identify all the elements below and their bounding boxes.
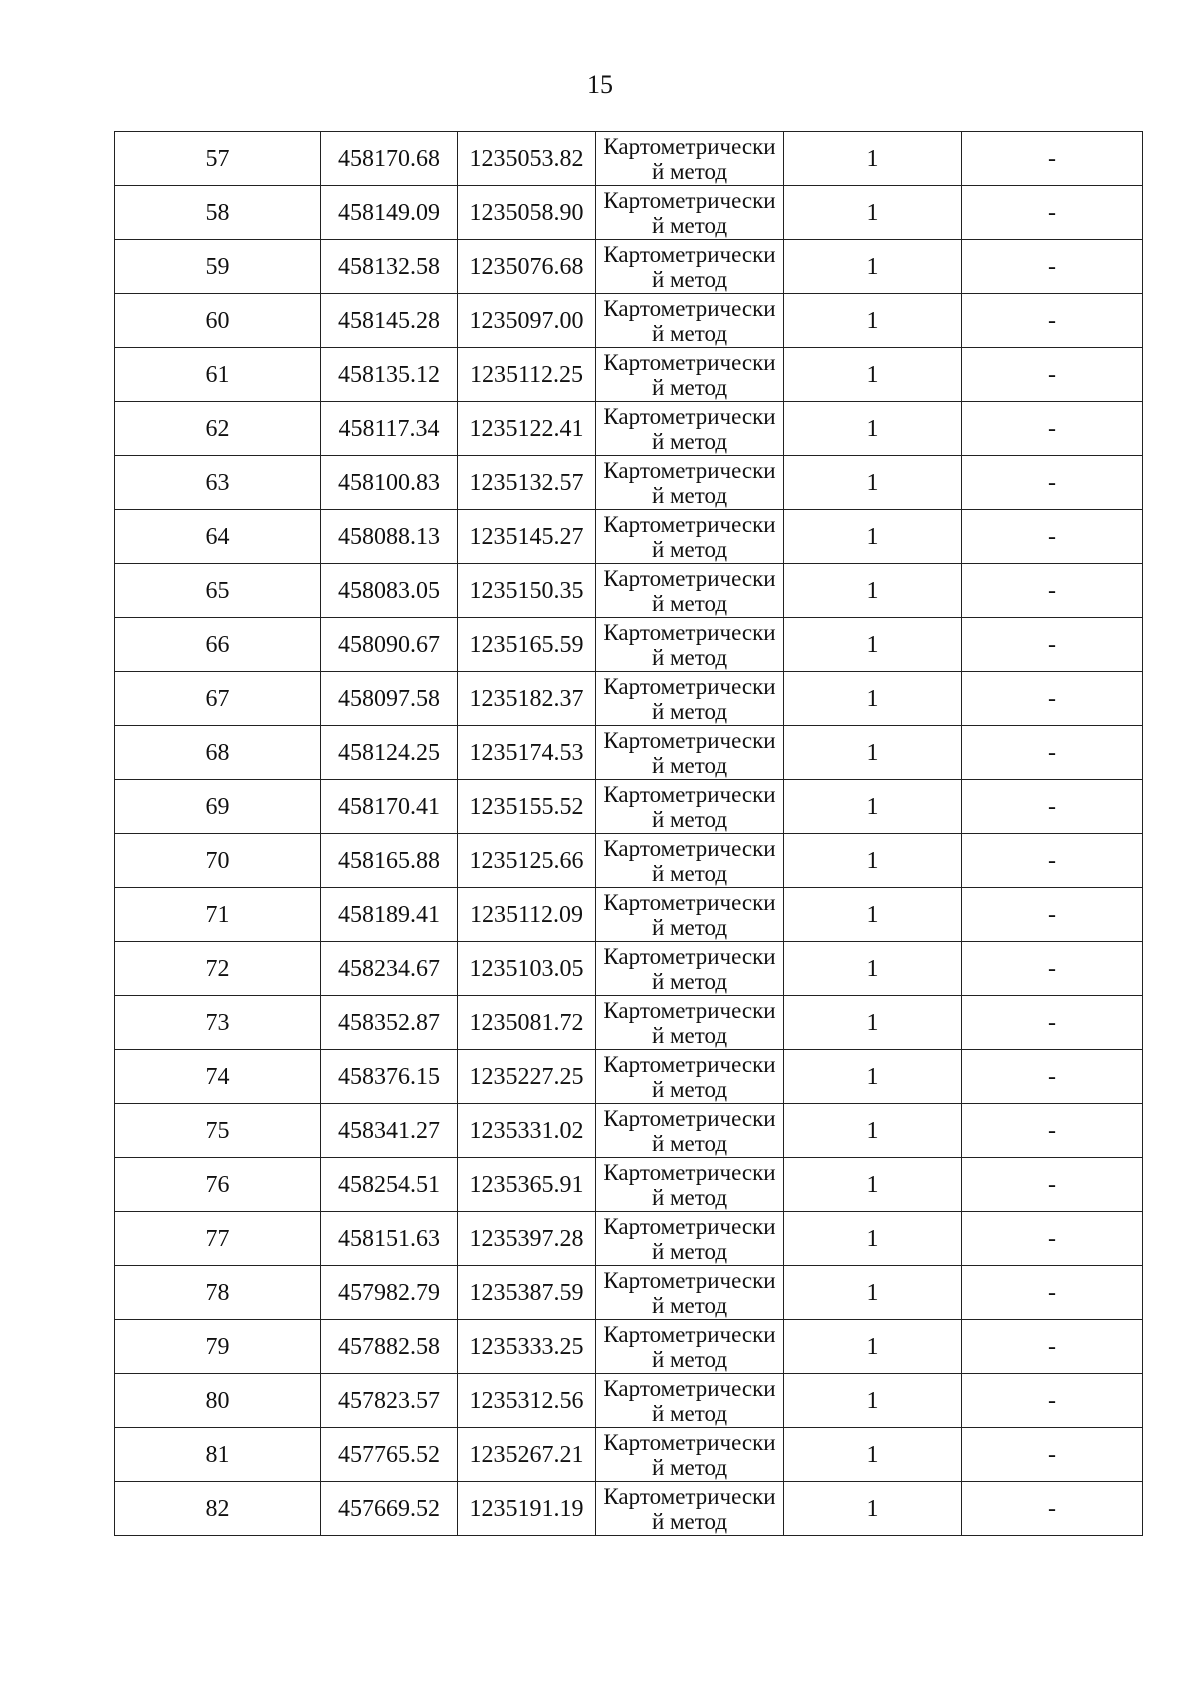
method-text-line2: й метод [651, 752, 728, 778]
coordinates-table [114, 131, 1143, 1536]
x-coordinate-cell: 457765.52 [321, 1428, 458, 1482]
method-cell [596, 726, 784, 780]
note-cell: - [962, 1212, 1143, 1266]
method-cell [596, 294, 784, 348]
accuracy-cell: 1 [784, 240, 962, 294]
x-coordinate-cell: 458151.63 [321, 1212, 458, 1266]
accuracy-cell: 1 [784, 456, 962, 510]
accuracy-cell: 1 [784, 888, 962, 942]
method-cell [596, 780, 784, 834]
note-cell: - [962, 564, 1143, 618]
method-text-line1: Картометрически [603, 349, 776, 375]
point-number-cell: 66 [115, 618, 321, 672]
y-coordinate-cell: 1235312.56 [458, 1374, 596, 1428]
y-coordinate-cell: 1235145.27 [458, 510, 596, 564]
point-number-cell: 60 [115, 294, 321, 348]
x-coordinate-cell: 458189.41 [321, 888, 458, 942]
point-number-cell: 72 [115, 942, 321, 996]
accuracy-cell: 1 [784, 1482, 962, 1536]
method-text-line1: Картометрически [603, 943, 776, 969]
note-cell: - [962, 1050, 1143, 1104]
accuracy-cell: 1 [784, 618, 962, 672]
method-cell [596, 510, 784, 564]
method-cell [596, 1482, 784, 1536]
note-cell: - [962, 1320, 1143, 1374]
x-coordinate-cell: 458097.58 [321, 672, 458, 726]
note-cell: - [962, 942, 1143, 996]
table-row [115, 618, 1143, 672]
method-text-line1: Картометрически [603, 781, 776, 807]
note-cell: - [962, 834, 1143, 888]
y-coordinate-cell: 1235191.19 [458, 1482, 596, 1536]
x-coordinate-cell: 458170.68 [321, 132, 458, 186]
accuracy-cell: 1 [784, 1158, 962, 1212]
y-coordinate-cell: 1235097.00 [458, 294, 596, 348]
page-number: 15 [587, 70, 613, 99]
x-coordinate-cell: 458145.28 [321, 294, 458, 348]
note-cell: - [962, 510, 1143, 564]
note-cell: - [962, 1158, 1143, 1212]
point-number-cell: 63 [115, 456, 321, 510]
note-cell: - [962, 726, 1143, 780]
table-row [115, 402, 1143, 456]
method-cell [596, 402, 784, 456]
note-cell: - [962, 132, 1143, 186]
accuracy-cell: 1 [784, 348, 962, 402]
method-text-line1: Картометрически [603, 1105, 776, 1131]
table-row [115, 996, 1143, 1050]
method-text-line2: й метод [651, 320, 728, 346]
table-row [115, 1320, 1143, 1374]
table-row [115, 1482, 1143, 1536]
method-text-line2: й метод [651, 968, 728, 994]
point-number-cell: 76 [115, 1158, 321, 1212]
accuracy-cell: 1 [784, 1320, 962, 1374]
method-text-line1: Картометрически [603, 241, 776, 267]
point-number-cell: 67 [115, 672, 321, 726]
y-coordinate-cell: 1235387.59 [458, 1266, 596, 1320]
note-cell: - [962, 888, 1143, 942]
point-number-cell: 70 [115, 834, 321, 888]
method-text-line2: й метод [651, 482, 728, 508]
y-coordinate-cell: 1235081.72 [458, 996, 596, 1050]
x-coordinate-cell: 457982.79 [321, 1266, 458, 1320]
y-coordinate-cell: 1235132.57 [458, 456, 596, 510]
y-coordinate-cell: 1235155.52 [458, 780, 596, 834]
method-text-line1: Картометрически [603, 295, 776, 321]
table-row [115, 1104, 1143, 1158]
method-text-line2: й метод [651, 536, 728, 562]
x-coordinate-cell: 458083.05 [321, 564, 458, 618]
accuracy-cell: 1 [784, 1104, 962, 1158]
table-row [115, 780, 1143, 834]
accuracy-cell: 1 [784, 294, 962, 348]
accuracy-cell: 1 [784, 1428, 962, 1482]
method-text-line1: Картометрически [603, 403, 776, 429]
method-text-line1: Картометрически [603, 187, 776, 213]
x-coordinate-cell: 458234.67 [321, 942, 458, 996]
point-number-cell: 65 [115, 564, 321, 618]
note-cell: - [962, 402, 1143, 456]
method-cell [596, 1374, 784, 1428]
x-coordinate-cell: 457823.57 [321, 1374, 458, 1428]
method-text-line1: Картометрически [603, 565, 776, 591]
point-number-cell: 82 [115, 1482, 321, 1536]
method-text-line1: Картометрически [603, 889, 776, 915]
method-cell [596, 888, 784, 942]
accuracy-cell: 1 [784, 996, 962, 1050]
note-cell: - [962, 618, 1143, 672]
y-coordinate-cell: 1235331.02 [458, 1104, 596, 1158]
table-row [115, 186, 1143, 240]
note-cell: - [962, 294, 1143, 348]
point-number-cell: 57 [115, 132, 321, 186]
accuracy-cell: 1 [784, 1374, 962, 1428]
accuracy-cell: 1 [784, 402, 962, 456]
point-number-cell: 75 [115, 1104, 321, 1158]
x-coordinate-cell: 457669.52 [321, 1482, 458, 1536]
point-number-cell: 81 [115, 1428, 321, 1482]
table-row [115, 456, 1143, 510]
method-cell [596, 132, 784, 186]
accuracy-cell: 1 [784, 564, 962, 618]
accuracy-cell: 1 [784, 186, 962, 240]
accuracy-cell: 1 [784, 1266, 962, 1320]
method-cell [596, 834, 784, 888]
x-coordinate-cell: 457882.58 [321, 1320, 458, 1374]
table-row [115, 132, 1143, 186]
method-text-line1: Картометрически [603, 1213, 776, 1239]
point-number-cell: 77 [115, 1212, 321, 1266]
point-number-cell: 79 [115, 1320, 321, 1374]
table-row [115, 942, 1143, 996]
method-text-line1: Картометрически [603, 1375, 776, 1401]
y-coordinate-cell: 1235053.82 [458, 132, 596, 186]
table-row [115, 1212, 1143, 1266]
x-coordinate-cell: 458100.83 [321, 456, 458, 510]
y-coordinate-cell: 1235397.28 [458, 1212, 596, 1266]
method-text-line2: й метод [651, 212, 728, 238]
method-cell [596, 942, 784, 996]
x-coordinate-cell: 458170.41 [321, 780, 458, 834]
point-number-cell: 58 [115, 186, 321, 240]
x-coordinate-cell: 458165.88 [321, 834, 458, 888]
method-text-line1: Картометрически [603, 727, 776, 753]
y-coordinate-cell: 1235058.90 [458, 186, 596, 240]
x-coordinate-cell: 458254.51 [321, 1158, 458, 1212]
method-text-line2: й метод [651, 1238, 728, 1264]
point-number-cell: 71 [115, 888, 321, 942]
x-coordinate-cell: 458124.25 [321, 726, 458, 780]
x-coordinate-cell: 458341.27 [321, 1104, 458, 1158]
method-text-line1: Картометрически [603, 1159, 776, 1185]
y-coordinate-cell: 1235103.05 [458, 942, 596, 996]
point-number-cell: 69 [115, 780, 321, 834]
y-coordinate-cell: 1235150.35 [458, 564, 596, 618]
y-coordinate-cell: 1235365.91 [458, 1158, 596, 1212]
coordinates-table-body [115, 132, 1143, 1536]
method-text-line2: й метод [651, 374, 728, 400]
method-text-line2: й метод [651, 1346, 728, 1372]
method-text-line1: Картометрически [603, 511, 776, 537]
method-text-line2: й метод [651, 644, 728, 670]
method-text-line2: й метод [651, 158, 728, 184]
note-cell: - [962, 1104, 1143, 1158]
y-coordinate-cell: 1235112.25 [458, 348, 596, 402]
note-cell: - [962, 996, 1143, 1050]
table-row [115, 1050, 1143, 1104]
accuracy-cell: 1 [784, 834, 962, 888]
y-coordinate-cell: 1235165.59 [458, 618, 596, 672]
method-text-line2: й метод [651, 1454, 728, 1480]
table-row [115, 1158, 1143, 1212]
method-text-line2: й метод [651, 698, 728, 724]
note-cell: - [962, 672, 1143, 726]
method-text-line1: Картометрически [603, 619, 776, 645]
y-coordinate-cell: 1235267.21 [458, 1428, 596, 1482]
x-coordinate-cell: 458135.12 [321, 348, 458, 402]
method-text-line1: Картометрически [603, 835, 776, 861]
method-text-line2: й метод [651, 1292, 728, 1318]
method-text-line2: й метод [651, 914, 728, 940]
note-cell: - [962, 240, 1143, 294]
note-cell: - [962, 186, 1143, 240]
table-row [115, 348, 1143, 402]
table-row [115, 1266, 1143, 1320]
y-coordinate-cell: 1235227.25 [458, 1050, 596, 1104]
method-text-line1: Картометрически [603, 1051, 776, 1077]
table-row [115, 834, 1143, 888]
method-cell [596, 186, 784, 240]
note-cell: - [962, 780, 1143, 834]
y-coordinate-cell: 1235174.53 [458, 726, 596, 780]
y-coordinate-cell: 1235125.66 [458, 834, 596, 888]
table-row [115, 1374, 1143, 1428]
point-number-cell: 62 [115, 402, 321, 456]
x-coordinate-cell: 458376.15 [321, 1050, 458, 1104]
x-coordinate-cell: 458132.58 [321, 240, 458, 294]
method-cell [596, 1212, 784, 1266]
method-text-line2: й метод [651, 1022, 728, 1048]
x-coordinate-cell: 458088.13 [321, 510, 458, 564]
method-cell [596, 456, 784, 510]
note-cell: - [962, 1374, 1143, 1428]
table-row [115, 888, 1143, 942]
method-cell [596, 1320, 784, 1374]
method-cell [596, 240, 784, 294]
accuracy-cell: 1 [784, 780, 962, 834]
method-cell [596, 564, 784, 618]
point-number-cell: 73 [115, 996, 321, 1050]
method-text-line1: Картометрически [603, 1321, 776, 1347]
accuracy-cell: 1 [784, 132, 962, 186]
method-text-line2: й метод [651, 1184, 728, 1210]
point-number-cell: 78 [115, 1266, 321, 1320]
method-text-line2: й метод [651, 428, 728, 454]
method-text-line2: й метод [651, 1076, 728, 1102]
note-cell: - [962, 456, 1143, 510]
method-text-line2: й метод [651, 1130, 728, 1156]
method-text-line1: Картометрически [603, 1429, 776, 1455]
method-text-line2: й метод [651, 266, 728, 292]
method-text-line2: й метод [651, 1508, 728, 1534]
method-text-line1: Картометрически [603, 997, 776, 1023]
point-number-cell: 64 [115, 510, 321, 564]
method-cell [596, 672, 784, 726]
method-cell [596, 996, 784, 1050]
x-coordinate-cell: 458149.09 [321, 186, 458, 240]
note-cell: - [962, 1266, 1143, 1320]
accuracy-cell: 1 [784, 942, 962, 996]
y-coordinate-cell: 1235112.09 [458, 888, 596, 942]
method-cell [596, 1266, 784, 1320]
accuracy-cell: 1 [784, 1212, 962, 1266]
method-text-line2: й метод [651, 860, 728, 886]
y-coordinate-cell: 1235122.41 [458, 402, 596, 456]
method-text-line1: Картометрически [603, 133, 776, 159]
y-coordinate-cell: 1235182.37 [458, 672, 596, 726]
method-text-line2: й метод [651, 590, 728, 616]
accuracy-cell: 1 [784, 672, 962, 726]
table-row [115, 1428, 1143, 1482]
note-cell: - [962, 348, 1143, 402]
table-row [115, 564, 1143, 618]
method-cell [596, 1428, 784, 1482]
table-row [115, 726, 1143, 780]
note-cell: - [962, 1482, 1143, 1536]
accuracy-cell: 1 [784, 1050, 962, 1104]
method-cell [596, 1104, 784, 1158]
table-row [115, 510, 1143, 564]
table-row [115, 294, 1143, 348]
accuracy-cell: 1 [784, 726, 962, 780]
x-coordinate-cell: 458117.34 [321, 402, 458, 456]
method-text-line1: Картометрически [603, 457, 776, 483]
method-cell [596, 1050, 784, 1104]
x-coordinate-cell: 458090.67 [321, 618, 458, 672]
y-coordinate-cell: 1235076.68 [458, 240, 596, 294]
accuracy-cell: 1 [784, 510, 962, 564]
point-number-cell: 68 [115, 726, 321, 780]
method-cell [596, 1158, 784, 1212]
table-row [115, 672, 1143, 726]
method-text-line1: Картометрически [603, 1267, 776, 1293]
y-coordinate-cell: 1235333.25 [458, 1320, 596, 1374]
point-number-cell: 59 [115, 240, 321, 294]
method-text-line2: й метод [651, 1400, 728, 1426]
method-text-line2: й метод [651, 806, 728, 832]
method-text-line1: Картометрически [603, 673, 776, 699]
note-cell: - [962, 1428, 1143, 1482]
method-cell [596, 348, 784, 402]
point-number-cell: 80 [115, 1374, 321, 1428]
method-text-line1: Картометрически [603, 1483, 776, 1509]
x-coordinate-cell: 458352.87 [321, 996, 458, 1050]
table-row [115, 240, 1143, 294]
point-number-cell: 74 [115, 1050, 321, 1104]
point-number-cell: 61 [115, 348, 321, 402]
method-cell [596, 618, 784, 672]
